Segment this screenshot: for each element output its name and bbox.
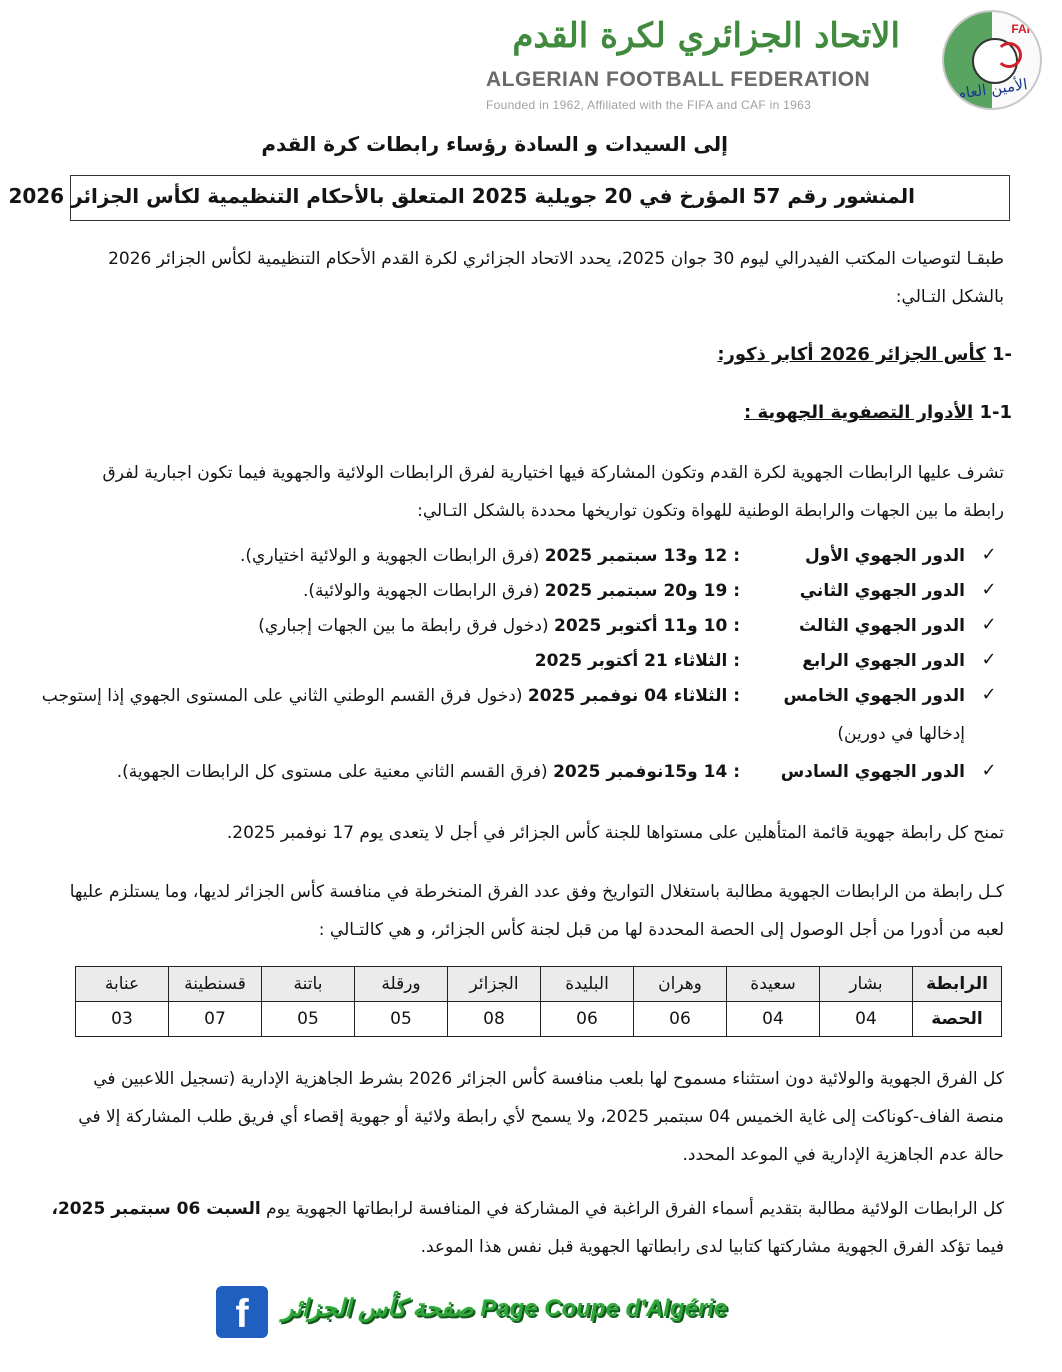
intro-line-2: بالشكل التـالي:	[895, 287, 1004, 307]
round-date: : الثلاثاء 21 أكتوبر 2025	[534, 651, 740, 671]
league-cell: باتنة	[262, 967, 355, 1002]
round-schedule	[60, 616, 740, 636]
round-note: (فرق الرابطات الجهوية و الولائية اختياري).	[240, 546, 545, 566]
quota-cell: 06	[634, 1002, 727, 1037]
round-note: (دخول فرق القسم الوطني الثاني على المستوى الجهوي إذا إستوجب	[41, 686, 528, 706]
league-cell: بشار	[820, 967, 913, 1002]
round-note-continued: إدخالها في دورين)	[837, 724, 965, 744]
exception-line-2: منصة الفاف-كوناكت إلى غاية الخميس 04 سبتمبر 2025، ولا يسمح لأي رابطة ولائية أو جهوية إقصاء أي فريق طلب المشاركة إلا في	[78, 1107, 1004, 1127]
quota-header-cell: الحصة	[913, 1002, 1002, 1037]
intro-paragraph	[70, 240, 1004, 316]
section-1-1-number: 1-1	[979, 402, 1012, 423]
round-item	[41, 682, 1010, 758]
round-schedule	[60, 546, 740, 566]
league-cell: ورقلة	[355, 967, 448, 1002]
crescent-icon	[996, 42, 1022, 68]
check-icon: ✓	[981, 579, 997, 600]
quota-cell: 04	[727, 1002, 820, 1037]
quota-cell: 07	[169, 1002, 262, 1037]
league-cell: وهران	[634, 967, 727, 1002]
federation-logo	[942, 10, 1042, 110]
round-date: : 12 و13 سبتمبر 2025	[544, 546, 740, 566]
regional-line-2: رابطة ما بين الجهات والرابطة الوطنية للهواة وتكون تواريخها محددة بالشكل التـالي:	[417, 501, 1004, 521]
facebook-icon: f	[216, 1286, 268, 1338]
round-item	[70, 542, 1010, 577]
quota-line-1: كـل رابطة من الرابطات الجهوية مطالبة باستغلال التواريخ وفق عدد الفرق المنخرطة في منافسة كأس الجزائر لديها، وما يستلزم عليها	[69, 882, 1004, 902]
round-name: الدور الجهوي الثالث	[798, 616, 965, 636]
exception-paragraph	[70, 1060, 1004, 1174]
round-name: الدور الجهوي الرابع	[802, 651, 965, 671]
quota-table-header-row	[76, 967, 1002, 1002]
facebook-page-name: صفحة كأس الجزائر Page Coupe d'Algérie	[282, 1295, 728, 1322]
round-date: : 10 و11 أكتوبر 2025	[554, 616, 740, 636]
quota-paragraph	[70, 873, 1004, 949]
exception-line-3: حالة عدم الجاهزية الإدارية في الموعد المحدد.	[682, 1145, 1004, 1165]
round-date: : الثلاثاء 04 نوفمبر 2025	[527, 686, 740, 706]
recipients-line: إلى السيدات و السادة رؤساء رابطات كرة القدم	[261, 132, 728, 156]
quota-table	[75, 966, 1002, 1037]
intro-line-1: طبقـا لتوصيات المكتب الفيدرالي ليوم 30 جوان 2025، يحدد الاتحاد الجزائري لكرة القدم الأحكام التنظيمية لكأس الجزائر 2026	[108, 249, 1004, 269]
quota-cell: 06	[541, 1002, 634, 1037]
facebook-page-banner	[216, 1286, 796, 1338]
quota-line-2: لعبه من أدورا من أجل الوصول إلى الحصة المحددة لها من قبل لجنة كأس الجزائر، و هي كالتـالي :	[318, 920, 1004, 940]
round-name: الدور الجهوي السادس	[780, 762, 965, 782]
round-name: الدور الجهوي الخامس	[783, 686, 965, 706]
league-cell: عنابة	[76, 967, 169, 1002]
final-line-1	[51, 1190, 1004, 1228]
deadline-paragraph	[70, 814, 1004, 852]
circular-title: المنشور رقم 57 المؤرخ في 20 جويلية 2025 المتعلق بالأحكام التنظيمية لكأس الجزائر 2026	[8, 184, 915, 208]
final-line-1-date: السبت 06 سبتمبر 2025،	[51, 1199, 261, 1219]
deadline-line: تمنح كل رابطة جهوية قائمة المتأهلين على مستواها للجنة كأس الجزائر في أجل لا يتعدى يوم 17 نوفمبر 2025.	[226, 823, 1004, 843]
quota-cell: 05	[355, 1002, 448, 1037]
round-schedule	[60, 651, 740, 671]
league-cell: سعيدة	[727, 967, 820, 1002]
round-item	[70, 577, 1010, 612]
quota-cell: 05	[262, 1002, 355, 1037]
logo-abbreviation: FAF	[1011, 22, 1034, 36]
federation-tagline: Founded in 1962, Affiliated with the FIFA and CAF in 1963	[486, 98, 812, 112]
check-icon: ✓	[981, 649, 997, 670]
final-line-1-text: كل الرابطات الولائية مطالبة بتقديم أسماء الفرق الراغبة في المشاركة في المنافسة لرابطاتها الجهوية يوم	[260, 1199, 1004, 1219]
regional-rounds-list	[41, 542, 1010, 793]
final-line-2: فيما تؤكد الفرق الجهوية مشاركتها كتابيا لدى رابطاتها الجهوية قبل نفس هذا الموعد.	[420, 1237, 1004, 1257]
quota-cell: 08	[448, 1002, 541, 1037]
exception-line-1: كل الفرق الجهوية والولائية دون استثناء مسموح لها بلعب منافسة كأس الجزائر 2026 بشرط الجاهزية الإدارية (تسجيل اللاعبين في	[93, 1069, 1004, 1089]
check-icon: ✓	[981, 760, 997, 781]
section-1-heading	[717, 344, 1012, 365]
regional-paragraph	[70, 454, 1004, 530]
section-1-label: كأس الجزائر 2026 أكابر ذكور:	[717, 344, 986, 365]
section-1-1-label: الأدوار التصفوية الجهوية :	[743, 402, 974, 423]
final-paragraph	[51, 1190, 1004, 1266]
league-cell: الجزائر	[448, 967, 541, 1002]
round-note: (فرق القسم الثاني معنية على مستوى كل الرابطات الجهوية).	[116, 762, 554, 782]
league-cell: قسنطينة	[169, 967, 262, 1002]
section-1-1-heading	[743, 402, 1012, 423]
round-item	[70, 758, 1010, 793]
round-schedule	[60, 762, 740, 782]
signature-stamp: الأمين العام	[955, 75, 1029, 103]
round-note: (دخول فرق رابطة ما بين الجهات إجباري)	[258, 616, 554, 636]
regional-line-1: تشرف عليها الرابطات الجهوية لكرة القدم وتكون المشاركة فيها اختيارية لفرق الرابطات الولائية والجهوية فيما تكون اجبارية لفرق	[102, 463, 1004, 483]
quota-cell: 03	[76, 1002, 169, 1037]
round-schedule	[41, 686, 740, 706]
round-date: : 19 و20 سبتمبر 2025	[544, 581, 740, 601]
federation-name-arabic: الاتحاد الجزائري لكرة القدم	[512, 16, 900, 56]
round-item	[70, 612, 1010, 647]
league-cell: البليدة	[541, 967, 634, 1002]
letterhead	[470, 8, 1050, 112]
check-icon: ✓	[981, 684, 997, 705]
circular-title-box	[8, 175, 1010, 221]
federation-name-english: ALGERIAN FOOTBALL FEDERATION	[486, 68, 871, 91]
round-name: الدور الجهوي الثاني	[799, 581, 965, 601]
quota-table-value-row	[76, 1002, 1002, 1037]
quota-cell: 04	[820, 1002, 913, 1037]
round-note: (فرق الرابطات الجهوية والولائية).	[302, 581, 545, 601]
league-header-cell: الرابطة	[913, 967, 1002, 1002]
section-1-number: -1	[991, 344, 1012, 365]
round-date: : 14 و15نوفمبر 2025	[553, 762, 740, 782]
round-item	[70, 647, 1010, 682]
check-icon: ✓	[981, 614, 997, 635]
round-schedule	[60, 581, 740, 601]
round-name: الدور الجهوي الأول	[805, 546, 965, 566]
check-icon: ✓	[981, 544, 997, 565]
